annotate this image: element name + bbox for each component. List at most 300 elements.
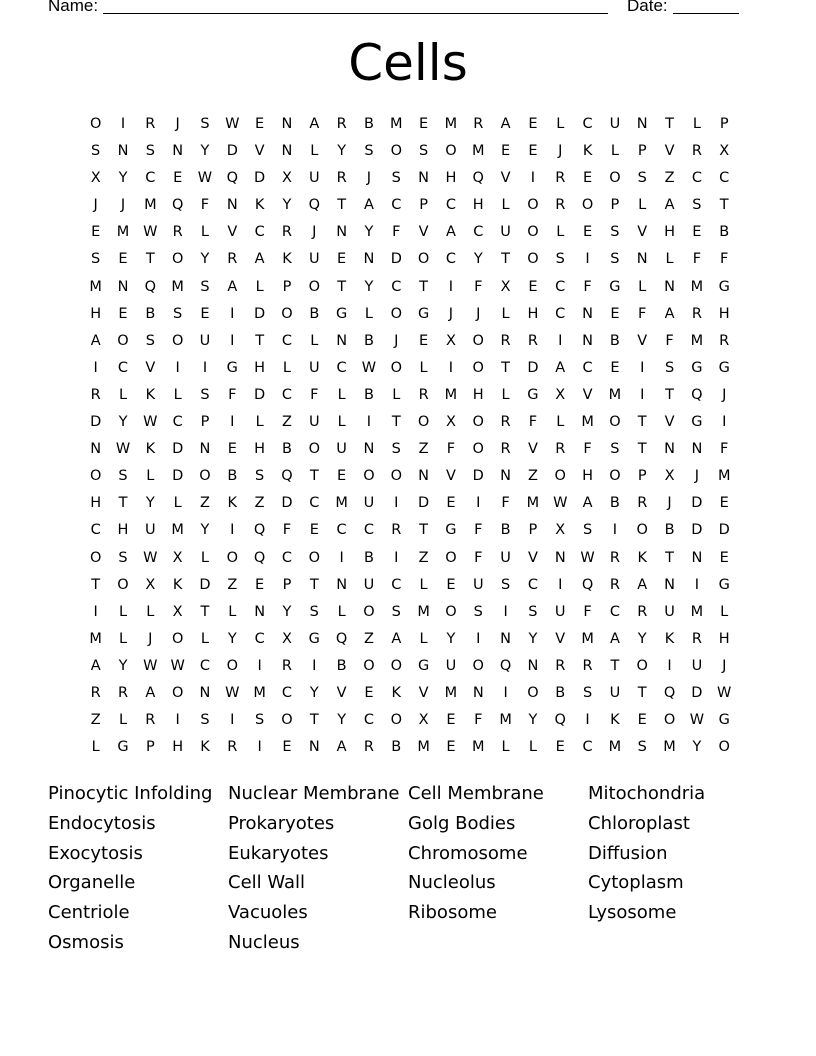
grid-letter[interactable]: F [310, 386, 319, 403]
grid-letter[interactable]: F [528, 414, 538, 431]
grid-letter[interactable]: E [446, 576, 456, 593]
grid-letter[interactable]: H [445, 170, 457, 187]
grid-letter[interactable]: N [664, 278, 675, 295]
grid-letter[interactable]: K [200, 739, 210, 756]
grid-letter[interactable]: R [281, 224, 292, 241]
grid-letter[interactable]: L [200, 549, 210, 566]
grid-letter[interactable]: M [608, 739, 622, 756]
grid-letter[interactable]: K [582, 143, 593, 160]
grid-letter[interactable]: V [445, 468, 456, 485]
grid-letter[interactable]: O [472, 441, 484, 458]
grid-letter[interactable]: Q [554, 712, 566, 729]
grid-letter[interactable]: S [391, 603, 401, 620]
name-blank-line[interactable] [103, 13, 608, 14]
grid-letter[interactable]: Y [309, 684, 319, 701]
grid-letter[interactable]: J [722, 657, 727, 674]
grid-letter[interactable]: S [391, 170, 401, 187]
grid-letter[interactable]: K [610, 712, 620, 729]
grid-letter[interactable]: E [337, 468, 347, 485]
grid-letter[interactable]: U [554, 603, 566, 620]
grid-letter[interactable]: N [336, 332, 348, 349]
grid-letter[interactable]: I [257, 657, 262, 674]
grid-letter[interactable]: Y [118, 414, 128, 431]
grid-letter[interactable]: S [692, 197, 702, 214]
grid-letter[interactable]: W [115, 441, 131, 458]
grid-letter[interactable]: N [336, 576, 348, 593]
grid-letter[interactable]: E [173, 170, 183, 187]
grid-letter[interactable]: S [664, 359, 675, 376]
grid-letter[interactable]: F [446, 441, 456, 458]
grid-letter[interactable]: R [609, 576, 620, 593]
grid-letter[interactable]: C [445, 251, 456, 268]
grid-letter[interactable]: N [636, 251, 648, 268]
grid-letter[interactable]: N [199, 684, 211, 701]
grid-letter[interactable]: E [446, 495, 456, 512]
grid-letter[interactable]: V [637, 224, 648, 241]
grid-letter[interactable]: H [172, 739, 184, 756]
grid-letter[interactable]: E [337, 251, 347, 268]
grid-letter[interactable]: P [282, 576, 292, 593]
grid-letter[interactable]: T [637, 414, 647, 431]
grid-letter[interactable]: N [691, 441, 703, 458]
grid-letter[interactable]: X [172, 603, 183, 620]
grid-letter[interactable]: O [390, 359, 402, 376]
grid-letter[interactable]: I [230, 712, 235, 729]
grid-letter[interactable]: L [200, 630, 210, 647]
grid-letter[interactable]: U [500, 224, 511, 241]
grid-letter[interactable]: O [636, 522, 648, 539]
grid-letter[interactable]: L [556, 414, 565, 431]
grid-letter[interactable]: L [638, 278, 647, 295]
grid-letter[interactable]: L [173, 495, 182, 512]
grid-letter[interactable]: Y [637, 630, 647, 647]
grid-letter[interactable]: O [636, 657, 648, 674]
grid-letter[interactable]: O [308, 278, 320, 295]
grid-letter[interactable]: B [719, 224, 730, 241]
grid-letter[interactable]: K [391, 684, 402, 701]
grid-letter[interactable]: O [445, 603, 457, 620]
grid-letter[interactable]: E [528, 278, 538, 295]
grid-letter[interactable]: N [281, 116, 293, 132]
grid-letter[interactable]: N [363, 251, 375, 268]
grid-letter[interactable]: N [527, 657, 539, 674]
grid-letter[interactable]: V [500, 170, 511, 187]
grid-letter[interactable]: E [282, 739, 292, 756]
grid-letter[interactable]: L [528, 739, 537, 756]
grid-letter[interactable]: O [554, 468, 566, 485]
grid-letter[interactable]: C [172, 414, 183, 431]
grid-letter[interactable]: S [473, 603, 483, 620]
grid-letter[interactable]: L [419, 576, 428, 593]
grid-letter[interactable]: Z [200, 495, 210, 512]
grid-letter[interactable]: L [610, 143, 619, 160]
grid-letter[interactable]: R [555, 197, 566, 214]
grid-letter[interactable]: M [116, 224, 130, 241]
grid-letter[interactable]: A [391, 630, 402, 647]
grid-letter[interactable]: S [145, 332, 155, 349]
grid-letter[interactable]: O [390, 468, 402, 485]
grid-letter[interactable]: L [501, 386, 510, 403]
grid-letter[interactable]: E [528, 143, 538, 160]
grid-letter[interactable]: L [556, 116, 565, 132]
grid-letter[interactable]: X [500, 278, 511, 295]
grid-letter[interactable]: E [255, 116, 265, 132]
grid-letter[interactable]: O [609, 468, 621, 485]
grid-letter[interactable]: G [417, 657, 430, 674]
grid-letter[interactable]: J [175, 116, 180, 132]
grid-letter[interactable]: S [200, 278, 210, 295]
grid-letter[interactable]: O [445, 549, 457, 566]
grid-letter[interactable]: C [582, 739, 593, 756]
grid-letter[interactable]: R [227, 251, 238, 268]
grid-letter[interactable]: T [118, 495, 128, 512]
grid-letter[interactable]: B [363, 549, 374, 566]
grid-letter[interactable]: C [90, 522, 101, 539]
grid-letter[interactable]: R [500, 441, 511, 458]
grid-letter[interactable]: G [718, 359, 730, 376]
grid-letter[interactable]: N [90, 441, 102, 458]
grid-letter[interactable]: R [609, 549, 620, 566]
grid-letter[interactable]: E [419, 116, 429, 132]
grid-letter[interactable]: C [281, 386, 293, 403]
grid-letter[interactable]: S [145, 143, 155, 160]
grid-letter[interactable]: M [89, 278, 102, 295]
grid-letter[interactable]: S [555, 251, 565, 268]
grid-letter[interactable]: M [89, 630, 102, 647]
grid-letter[interactable]: N [363, 441, 375, 458]
grid-letter[interactable]: I [230, 305, 235, 322]
grid-letter[interactable]: Y [200, 522, 210, 539]
grid-letter[interactable]: S [200, 116, 210, 132]
grid-letter[interactable]: M [526, 495, 540, 512]
grid-letter[interactable]: I [120, 116, 126, 132]
grid-letter[interactable]: K [145, 386, 156, 403]
grid-letter[interactable]: S [200, 386, 210, 403]
grid-letter[interactable]: U [308, 359, 320, 376]
grid-letter[interactable]: D [226, 143, 238, 160]
grid-letter[interactable]: E [555, 739, 565, 756]
grid-letter[interactable]: C [254, 224, 265, 241]
grid-letter[interactable]: Y [337, 712, 347, 729]
grid-letter[interactable]: Y [364, 224, 374, 241]
grid-letter[interactable]: T [501, 359, 511, 376]
grid-letter[interactable]: B [281, 441, 292, 458]
grid-letter[interactable]: H [254, 441, 266, 458]
grid-letter[interactable]: T [637, 684, 647, 701]
grid-letter[interactable]: G [691, 359, 703, 376]
grid-letter[interactable]: O [472, 332, 484, 349]
grid-letter[interactable]: W [143, 414, 158, 431]
grid-letter[interactable]: S [200, 712, 210, 729]
grid-letter[interactable]: A [145, 684, 156, 701]
grid-letter[interactable]: C [336, 522, 347, 539]
grid-letter[interactable]: Y [282, 603, 292, 620]
grid-letter[interactable]: M [171, 278, 184, 295]
grid-letter[interactable]: R [145, 712, 156, 729]
grid-letter[interactable]: U [308, 414, 320, 431]
grid-letter[interactable]: C [363, 522, 374, 539]
grid-letter[interactable]: V [527, 549, 538, 566]
grid-letter[interactable]: E [419, 332, 429, 349]
grid-letter[interactable]: I [530, 170, 536, 187]
grid-letter[interactable]: Y [200, 251, 210, 268]
grid-letter[interactable]: Q [144, 278, 157, 295]
grid-letter[interactable]: M [581, 630, 594, 647]
grid-letter[interactable]: L [118, 603, 128, 620]
grid-letter[interactable]: W [197, 170, 213, 187]
grid-letter[interactable]: P [528, 522, 538, 539]
grid-letter[interactable]: Y [473, 251, 483, 268]
grid-letter[interactable]: S [610, 251, 620, 268]
grid-letter[interactable]: V [582, 386, 593, 403]
grid-letter[interactable]: G [718, 576, 730, 593]
grid-letter[interactable]: Z [418, 549, 429, 566]
grid-letter[interactable]: I [257, 739, 262, 756]
grid-letter[interactable]: S [391, 441, 401, 458]
date-blank-line[interactable] [673, 13, 739, 14]
grid-letter[interactable]: U [199, 332, 211, 349]
grid-letter[interactable]: M [417, 603, 430, 620]
grid-letter[interactable]: D [199, 576, 211, 593]
grid-letter[interactable]: M [144, 197, 157, 214]
grid-letter[interactable]: G [691, 414, 703, 431]
grid-letter[interactable]: O [472, 359, 484, 376]
grid-letter[interactable]: I [175, 359, 180, 376]
grid-letter[interactable]: W [225, 684, 240, 701]
grid-letter[interactable]: O [527, 251, 539, 268]
grid-letter[interactable]: R [527, 332, 538, 349]
grid-letter[interactable]: M [171, 522, 184, 539]
grid-letter[interactable]: F [474, 278, 483, 295]
grid-letter[interactable]: I [394, 549, 399, 566]
grid-letter[interactable]: G [117, 739, 129, 756]
grid-letter[interactable]: X [172, 549, 183, 566]
grid-letter[interactable]: T [665, 386, 674, 403]
grid-letter[interactable]: L [146, 468, 155, 485]
grid-letter[interactable]: T [309, 712, 319, 729]
grid-letter[interactable]: R [117, 684, 129, 701]
grid-letter[interactable]: O [363, 657, 375, 674]
grid-letter[interactable]: I [202, 359, 208, 376]
grid-letter[interactable]: C [609, 603, 620, 620]
grid-letter[interactable]: O [417, 251, 430, 268]
grid-letter[interactable]: V [145, 359, 156, 376]
grid-letter[interactable]: P [637, 143, 647, 160]
grid-letter[interactable]: L [337, 414, 346, 431]
grid-letter[interactable]: O [281, 712, 293, 729]
grid-letter[interactable]: E [582, 170, 593, 187]
grid-letter[interactable]: O [609, 170, 621, 187]
grid-letter[interactable]: M [608, 386, 622, 403]
grid-letter[interactable]: C [281, 684, 293, 701]
grid-letter[interactable]: I [93, 359, 98, 376]
grid-letter[interactable]: T [337, 278, 347, 295]
grid-letter[interactable]: C [445, 197, 456, 214]
grid-letter[interactable]: F [200, 197, 210, 214]
grid-letter[interactable]: C [309, 495, 320, 512]
grid-letter[interactable]: O [199, 468, 211, 485]
grid-letter[interactable]: C [281, 332, 293, 349]
grid-letter[interactable]: Z [527, 468, 538, 485]
grid-letter[interactable]: Q [499, 657, 512, 674]
grid-letter[interactable]: W [580, 549, 595, 566]
grid-letter[interactable]: F [638, 305, 647, 322]
grid-letter[interactable]: W [225, 116, 240, 132]
grid-letter[interactable]: M [717, 468, 731, 485]
grid-letter[interactable]: J [667, 495, 672, 512]
grid-letter[interactable]: U [472, 576, 484, 593]
grid-letter[interactable]: N [664, 441, 675, 458]
grid-letter[interactable]: P [610, 197, 620, 214]
grid-letter[interactable]: H [664, 224, 675, 241]
grid-letter[interactable]: N [664, 576, 675, 593]
grid-letter[interactable]: N [554, 549, 566, 566]
grid-letter[interactable]: I [230, 522, 235, 539]
grid-letter[interactable]: Z [281, 414, 292, 431]
grid-letter[interactable]: I [476, 630, 481, 647]
grid-letter[interactable]: S [500, 576, 511, 593]
grid-letter[interactable]: M [690, 603, 704, 620]
grid-letter[interactable]: E [118, 251, 128, 268]
grid-letter[interactable]: S [118, 468, 128, 485]
grid-letter[interactable]: A [582, 495, 593, 512]
grid-letter[interactable]: V [254, 143, 265, 160]
grid-letter[interactable]: E [227, 441, 237, 458]
grid-letter[interactable]: O [308, 441, 320, 458]
grid-letter[interactable]: E [446, 712, 456, 729]
grid-letter[interactable]: X [719, 143, 730, 160]
grid-letter[interactable]: T [637, 441, 647, 458]
grid-letter[interactable]: T [391, 414, 401, 431]
grid-letter[interactable]: O [663, 712, 676, 729]
grid-letter[interactable]: F [474, 712, 483, 729]
grid-letter[interactable]: O [171, 630, 184, 647]
grid-letter[interactable]: E [719, 549, 729, 566]
grid-letter[interactable]: S [637, 170, 647, 187]
grid-letter[interactable]: I [366, 414, 372, 431]
grid-letter[interactable]: J [394, 332, 399, 349]
grid-letter[interactable]: R [637, 603, 648, 620]
grid-letter[interactable]: C [391, 278, 402, 295]
grid-letter[interactable]: O [527, 224, 539, 241]
grid-letter[interactable]: A [664, 305, 675, 322]
grid-letter[interactable]: O [609, 414, 621, 431]
grid-letter[interactable]: Q [308, 197, 320, 214]
grid-letter[interactable]: S [309, 603, 319, 620]
grid-letter[interactable]: Q [663, 684, 676, 701]
grid-letter[interactable]: G [417, 305, 430, 322]
grid-letter[interactable]: O [445, 143, 457, 160]
grid-letter[interactable]: R [582, 657, 593, 674]
grid-letter[interactable]: O [390, 712, 402, 729]
grid-letter[interactable]: B [500, 522, 511, 539]
grid-letter[interactable]: C [199, 657, 211, 674]
grid-letter[interactable]: E [582, 224, 593, 241]
grid-letter[interactable]: I [448, 278, 454, 295]
grid-letter[interactable]: G [335, 305, 348, 322]
grid-letter[interactable]: I [339, 549, 344, 566]
grid-letter[interactable]: B [363, 386, 374, 403]
grid-letter[interactable]: A [664, 197, 675, 214]
grid-letter[interactable]: R [363, 739, 374, 756]
grid-letter[interactable]: L [501, 197, 510, 214]
grid-letter[interactable]: A [90, 332, 101, 349]
grid-letter[interactable]: I [722, 414, 727, 431]
grid-letter[interactable]: R [555, 441, 566, 458]
grid-letter[interactable]: O [226, 549, 239, 566]
grid-letter[interactable]: X [445, 414, 456, 431]
grid-letter[interactable]: F [692, 251, 702, 268]
grid-letter[interactable]: Y [200, 143, 210, 160]
grid-letter[interactable]: R [227, 739, 238, 756]
grid-letter[interactable]: N [281, 143, 293, 160]
grid-letter[interactable]: O [417, 414, 430, 431]
grid-letter[interactable]: M [444, 684, 458, 701]
grid-letter[interactable]: Y [528, 630, 538, 647]
grid-letter[interactable]: G [609, 278, 621, 295]
grid-letter[interactable]: I [558, 576, 563, 593]
grid-letter[interactable]: Y [446, 630, 456, 647]
grid-letter[interactable]: I [503, 684, 508, 701]
grid-letter[interactable]: V [664, 414, 675, 431]
grid-letter[interactable]: E [501, 143, 511, 160]
grid-letter[interactable]: J [694, 468, 700, 485]
grid-letter[interactable]: Y [692, 739, 702, 756]
grid-letter[interactable]: A [90, 657, 101, 674]
grid-letter[interactable]: F [474, 549, 483, 566]
grid-letter[interactable]: S [91, 143, 101, 160]
grid-letter[interactable]: R [418, 386, 429, 403]
grid-letter[interactable]: L [255, 278, 264, 295]
grid-letter[interactable]: Y [528, 712, 538, 729]
grid-letter[interactable]: X [418, 712, 429, 729]
grid-letter[interactable]: B [555, 684, 566, 701]
grid-letter[interactable]: E [309, 522, 319, 539]
grid-letter[interactable]: Q [281, 468, 293, 485]
grid-letter[interactable]: Q [472, 170, 484, 187]
grid-letter[interactable]: U [609, 116, 621, 132]
grid-letter[interactable]: O [308, 549, 320, 566]
grid-letter[interactable]: I [230, 414, 235, 431]
grid-letter[interactable]: D [281, 495, 293, 512]
grid-letter[interactable]: J [93, 197, 98, 214]
grid-letter[interactable]: T [309, 468, 319, 485]
grid-letter[interactable]: O [390, 143, 402, 160]
grid-letter[interactable]: I [585, 251, 590, 268]
grid-letter[interactable]: W [170, 657, 185, 674]
grid-letter[interactable]: H [472, 197, 484, 214]
grid-letter[interactable]: E [118, 305, 128, 322]
grid-letter[interactable]: M [417, 739, 430, 756]
grid-letter[interactable]: L [501, 305, 510, 322]
grid-letter[interactable]: B [363, 116, 374, 132]
grid-letter[interactable]: A [363, 197, 374, 214]
grid-letter[interactable]: C [555, 278, 566, 295]
grid-letter[interactable]: L [91, 739, 100, 756]
grid-letter[interactable]: X [445, 332, 456, 349]
grid-letter[interactable]: R [719, 332, 730, 349]
grid-letter[interactable]: O [171, 251, 184, 268]
grid-letter[interactable]: D [254, 305, 266, 322]
grid-letter[interactable]: I [612, 522, 618, 539]
grid-letter[interactable]: J [366, 170, 372, 187]
grid-letter[interactable]: O [527, 684, 539, 701]
grid-letter[interactable]: S [255, 468, 265, 485]
grid-letter[interactable]: I [694, 576, 700, 593]
grid-letter[interactable]: A [227, 278, 238, 295]
grid-letter[interactable]: A [309, 116, 320, 132]
grid-letter[interactable]: E [719, 495, 729, 512]
